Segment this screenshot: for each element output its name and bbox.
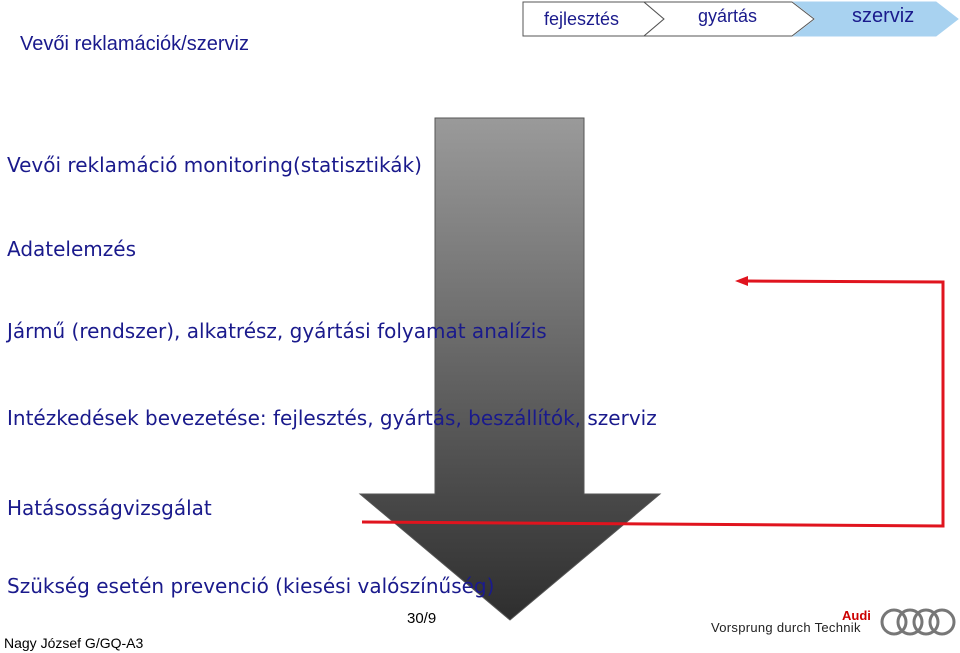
- chevron-label-gyartas: gyártás: [698, 6, 758, 26]
- page-title: Vevői reklamációk/szerviz: [20, 33, 249, 55]
- step-analizis: Jármű (rendszer), alkatrész, gyártási folyamat analízis: [7, 319, 547, 343]
- feedback-arrowhead: [735, 276, 748, 286]
- step-intezkedesek: Intézkedések bevezetése: fejlesztés, gyártás, beszállítók, szerviz: [7, 406, 657, 430]
- step-prevencio: Szükség esetén prevenció (kiesési valószínűség): [7, 574, 495, 598]
- step-monitoring: Vevői reklamáció monitoring(statisztikák): [7, 153, 422, 177]
- audi-brand-name: Audi: [842, 608, 871, 623]
- chevron-label-fejlesztes: fejlesztés: [544, 9, 620, 29]
- down-arrow: [360, 118, 660, 620]
- step-hatasossag: Hatásosságvizsgálat: [7, 496, 212, 520]
- audi-rings-logo: [880, 606, 958, 638]
- audi-slogan: Vorsprung durch Technik: [711, 620, 861, 635]
- page-number: 30/9: [407, 610, 437, 627]
- footer-author: Nagy József G/GQ-A3: [4, 635, 144, 651]
- step-adatelemzes: Adatelemzés: [7, 237, 136, 261]
- chevron-label-szerviz: szerviz: [852, 5, 915, 27]
